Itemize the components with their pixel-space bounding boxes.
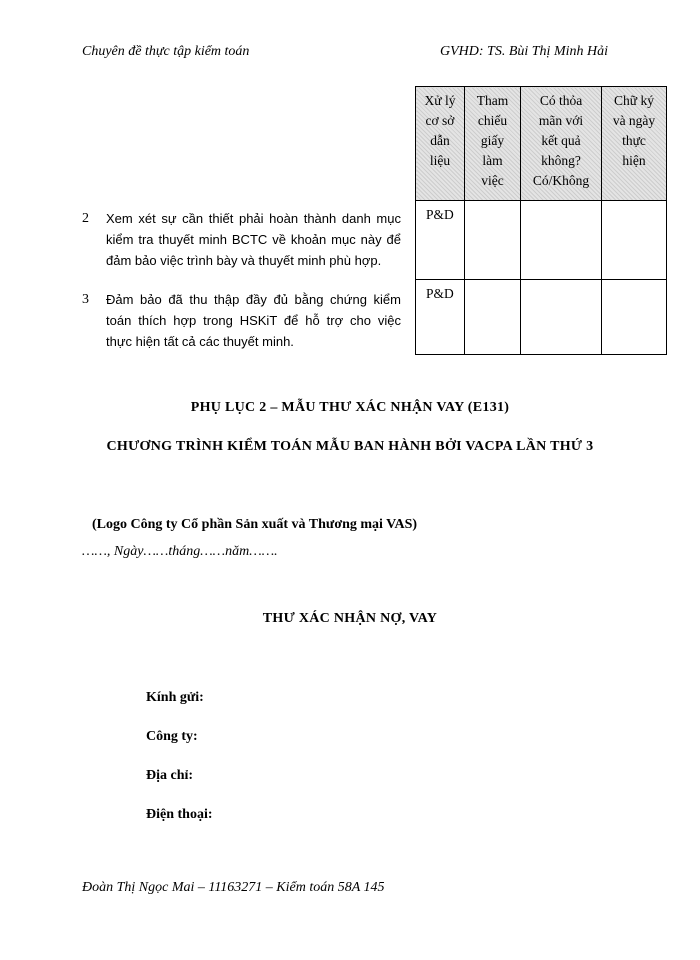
assertion-cell: P&D	[416, 280, 465, 355]
table-row	[416, 201, 667, 280]
header-advisor: GVHD: TS. Bùi Thị Minh Hải	[440, 44, 608, 59]
satisfied-cell[interactable]	[521, 280, 602, 355]
header-course-title: Chuyên đề thực tập kiểm toán	[82, 44, 250, 59]
step-description: Đảm bảo đã thu thập đầy đủ bằng chứng kiểm toán thích hợp trong HSKiT để hỗ trợ cho việc thực hiện tất cả các thuyết minh.	[106, 292, 401, 349]
signature-date-cell[interactable]	[602, 280, 667, 355]
company-logo-placeholder: (Logo Công ty Cổ phần Sản xuất và Thương mại VAS)	[92, 517, 418, 532]
satisfied-cell[interactable]	[521, 201, 602, 280]
letter-title: THƯ XÁC NHẬN NỢ, VAY	[262, 611, 438, 626]
date-line: ……, Ngày……tháng……năm…….	[82, 544, 278, 559]
signature-date-cell[interactable]	[602, 201, 667, 280]
footer-author: Đoàn Thị Ngọc Mai – 11163271 – Kiểm toán 58A 145	[82, 880, 385, 895]
workpaper-ref-cell[interactable]	[465, 201, 521, 280]
recipient-label: Kính gửi:	[146, 690, 204, 705]
audit-procedure-table	[415, 86, 667, 355]
step-number: 3	[82, 292, 89, 307]
step-description: Xem xét sự cần thiết phải hoàn thành danh mục kiểm tra thuyết minh BCTC về khoản mục này để đảm bảo việc trình bày và thuyết minh phù hợp.	[106, 211, 401, 268]
program-title: CHƯƠNG TRÌNH KIỂM TOÁN MẪU BAN HÀNH BỞI VACPA LẦN THỨ 3	[106, 439, 594, 454]
column-header-signature-date: Chữ ký và ngày thực hiện	[602, 87, 667, 201]
step-number: 2	[82, 211, 89, 226]
column-header-workpaper-ref: Tham chiếu giấy làm việc	[465, 87, 521, 201]
column-header-satisfied: Có thỏa mãn với kết quả không? Có/Không	[521, 87, 602, 201]
table-row	[416, 280, 667, 355]
company-label: Công ty:	[146, 729, 198, 744]
table-header-row	[416, 87, 667, 201]
assertion-cell: P&D	[416, 201, 465, 280]
appendix-title: PHỤ LỤC 2 – MẪU THƯ XÁC NHẬN VAY (E131)	[190, 400, 510, 415]
column-header-assertion: Xử lý cơ sở dẫn liệu	[416, 87, 465, 201]
phone-label: Điện thoại:	[146, 807, 213, 822]
address-label: Địa chỉ:	[146, 768, 194, 783]
workpaper-ref-cell[interactable]	[465, 280, 521, 355]
